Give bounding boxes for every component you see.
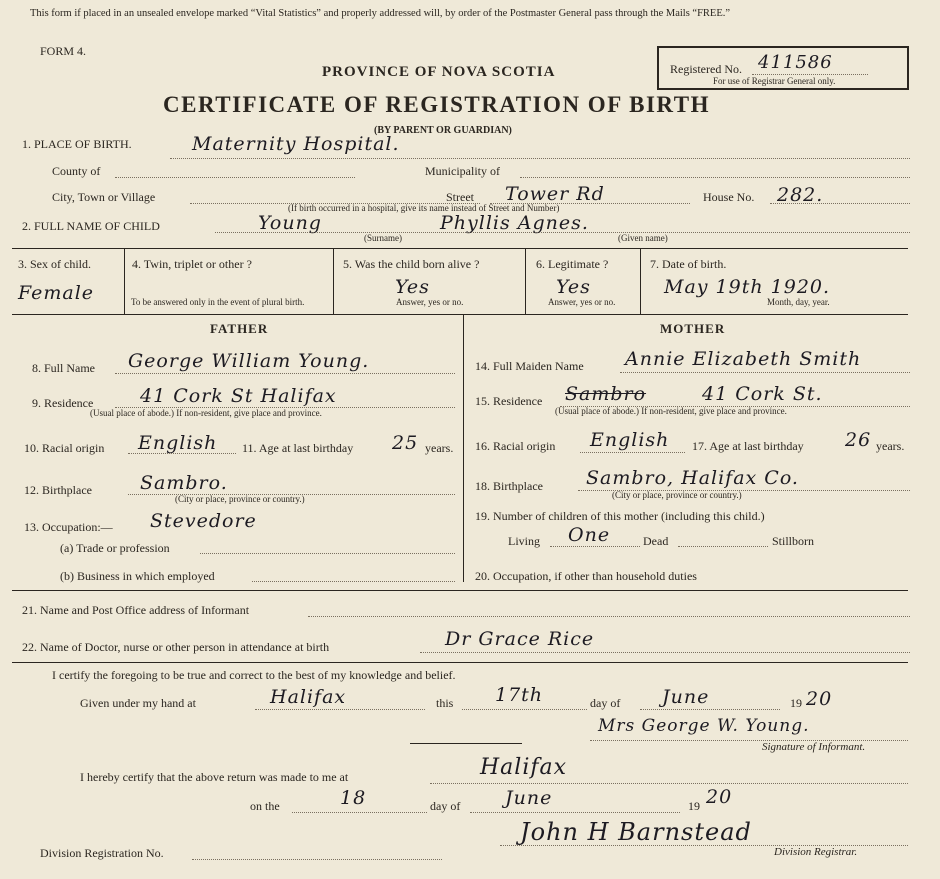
legitimate-label: 6. Legitimate ? [536, 257, 609, 271]
mother-age-label: 17. Age at last birthday [692, 439, 804, 453]
informant-signature-caption: Signature of Informant. [762, 741, 866, 753]
given-month: June [662, 686, 710, 708]
father-age: 25 [392, 432, 419, 454]
stillborn-label: Stillborn [772, 534, 815, 548]
mother-racial-label: 16. Racial origin [475, 439, 556, 453]
registrar-day: 18 [340, 787, 367, 809]
municipality-label: Municipality of [425, 164, 500, 178]
father-racial-label: 10. Racial origin [24, 441, 105, 455]
given-year-prefix: 19 [790, 696, 802, 710]
mother-occupation-label: 20. Occupation, if other than household duties [475, 569, 697, 583]
mother-residence: 41 Cork St. [702, 383, 823, 405]
given-day: 17th [495, 684, 544, 706]
father-occupation-label: 13. Occupation:— [24, 520, 113, 534]
father-name: George William Young. [128, 350, 370, 372]
place-of-birth-value: Maternity Hospital. [192, 133, 400, 155]
given-at-label: Given under my hand at [80, 696, 196, 710]
certificate-subtitle: (BY PARENT OR GUARDIAN) [374, 125, 512, 136]
given-year: 20 [806, 688, 833, 710]
house-value: 282. [777, 184, 824, 206]
mother-racial: English [590, 429, 670, 451]
province-heading: PROVINCE OF NOVA SCOTIA [322, 64, 556, 80]
father-birthplace-note: (City or place, province or country.) [175, 494, 305, 504]
division-number-label: Division Registration No. [40, 846, 164, 860]
mother-age: 26 [845, 429, 872, 451]
dob-note: Month, day, year. [767, 297, 830, 307]
street-value: Tower Rd [505, 183, 605, 205]
mother-years: years. [876, 439, 905, 453]
dayof-label-2: day of [430, 799, 461, 813]
mother-heading: MOTHER [660, 321, 726, 336]
mother-birthplace-label: 18. Birthplace [475, 479, 543, 493]
dob-label: 7. Date of birth. [650, 257, 727, 271]
legitimate-note: Answer, yes or no. [548, 297, 616, 307]
living-count: One [568, 524, 611, 546]
mother-name: Annie Elizabeth Smith [625, 348, 862, 370]
place-of-birth-label: 1. PLACE OF BIRTH. [22, 137, 132, 151]
informant-label: 21. Name and Post Office address of Informant [22, 603, 250, 617]
father-heading: FATHER [210, 321, 269, 336]
this-label: this [436, 696, 454, 710]
certify-text: I certify the foregoing to be true and correct to the best of my knowledge and belief. [52, 668, 456, 682]
legitimate-value: Yes [556, 276, 591, 298]
father-residence-label: 9. Residence [32, 396, 94, 410]
given-at-place: Halifax [270, 686, 347, 708]
born-alive-label: 5. Was the child born alive ? [343, 257, 480, 271]
dob-value: May 19th 1920. [664, 276, 831, 298]
father-years: years. [425, 441, 454, 455]
registrar-year-prefix: 19 [688, 799, 700, 813]
father-name-label: 8. Full Name [32, 361, 95, 375]
registered-number: 411586 [758, 52, 833, 73]
child-surname: Young [258, 212, 322, 234]
registrar-on-label: on the [250, 799, 280, 813]
hospital-note: (If birth occurred in a hospital, give its name instead of Street and Number) [288, 203, 560, 213]
registrar-year: 20 [706, 786, 733, 808]
mother-residence-struck: Sambro [565, 383, 647, 405]
sex-value: Female [18, 282, 95, 304]
registrar-signature-caption: Division Registrar. [774, 846, 858, 858]
given-name-caption: (Given name) [618, 233, 668, 243]
mother-birthplace-note: (City or place, province or country.) [612, 490, 742, 500]
father-birthplace-label: 12. Birthplace [24, 483, 92, 497]
registrar-place: Halifax [480, 755, 568, 780]
father-residence-note: (Usual place of abode.) If non-resident, give place and province. [90, 408, 322, 418]
registered-label: Registered No. [670, 62, 742, 76]
father-birthplace: Sambro. [140, 472, 228, 494]
twin-note: To be answered only in the event of plural birth. [131, 297, 305, 307]
mother-birthplace: Sambro, Halifax Co. [586, 467, 799, 489]
mother-residence-note: (Usual place of abode.) If non-resident, give place and province. [555, 406, 787, 416]
born-alive-value: Yes [395, 276, 430, 298]
sex-label: 3. Sex of child. [18, 257, 91, 271]
dead-label: Dead [643, 534, 669, 548]
mother-name-label: 14. Full Maiden Name [475, 359, 584, 373]
street-label: Street [446, 190, 474, 204]
father-age-label: 11. Age at last birthday [242, 441, 354, 455]
registrar-signature: John H Barnstead [520, 818, 752, 846]
father-racial: English [138, 432, 218, 454]
registered-note: For use of Registrar General only. [713, 76, 836, 86]
child-name-label: 2. FULL NAME OF CHILD [22, 219, 160, 233]
father-business-label: (b) Business in which employed [60, 569, 215, 583]
surname-caption: (Surname) [364, 233, 402, 243]
mother-residence-label: 15. Residence [475, 394, 543, 408]
dayof-label-1: day of [590, 696, 621, 710]
father-trade-label: (a) Trade or profession [60, 541, 170, 555]
registrar-month: June [505, 787, 553, 809]
father-residence: 41 Cork St Halifax [140, 385, 337, 407]
form-number: FORM 4. [40, 44, 87, 58]
children-count-label: 19. Number of children of this mother (including this child.) [475, 509, 765, 523]
attendant-value: Dr Grace Rice [445, 628, 595, 650]
city-label: City, Town or Village [52, 190, 156, 204]
informant-signature: Mrs George W. Young. [598, 716, 810, 736]
house-label: House No. [703, 190, 755, 204]
twin-label: 4. Twin, triplet or other ? [132, 257, 252, 271]
living-label: Living [508, 534, 540, 548]
registrar-text: I hereby certify that the above return was made to me at [80, 770, 349, 784]
postal-notice: This form if placed in an unsealed envelope marked “Vital Statistics” and properly addressed will, by order of the Postmaster General pass through the Mails “FREE.” [30, 8, 731, 19]
father-occupation: Stevedore [150, 510, 257, 532]
child-given-name: Phyllis Agnes. [440, 212, 589, 234]
certificate-title: CERTIFICATE OF REGISTRATION OF BIRTH [163, 92, 710, 117]
attendant-label: 22. Name of Doctor, nurse or other person in attendance at birth [22, 640, 330, 654]
born-alive-note: Answer, yes or no. [396, 297, 464, 307]
county-label: County of [52, 164, 101, 178]
